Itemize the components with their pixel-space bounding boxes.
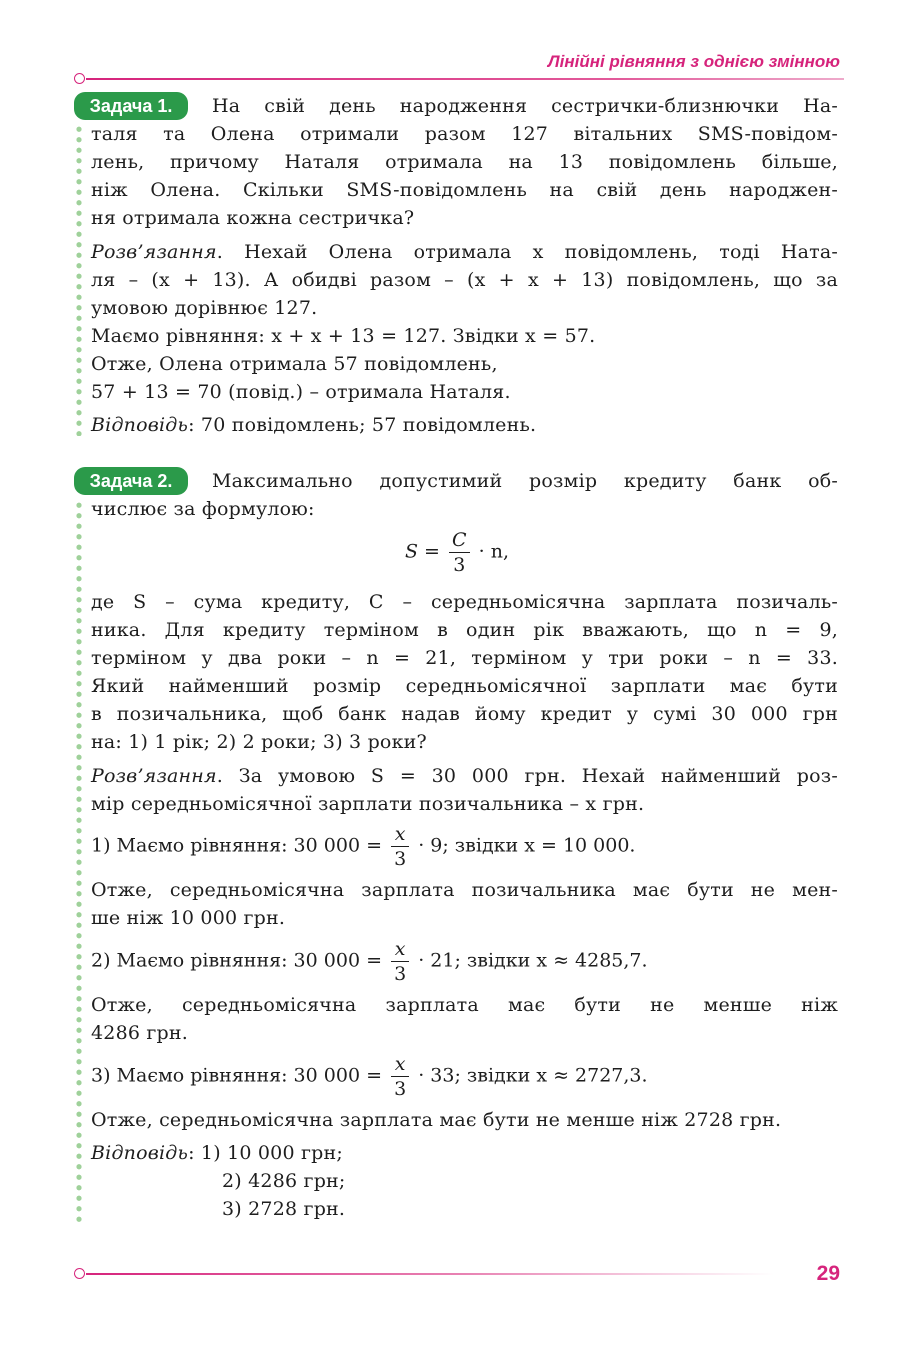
answer-label: Відповідь bbox=[91, 414, 189, 436]
problem-2-answer-line: 3) 2728 грн. bbox=[222, 1198, 346, 1220]
problem-1-solution-line: 57 + 13 = 70 (повід.) – отримала Наталя. bbox=[91, 381, 511, 403]
step-3-conclusion: Отже, середньомісячна зарплата має бути не менше ніж 2728 грн. bbox=[91, 1109, 782, 1131]
step-fraction: $\frac{x}{3}$ bbox=[391, 1052, 409, 1101]
formula-fraction: $\frac{C}{3}$ bbox=[449, 528, 470, 577]
step-3-equation: 3) Маємо рівняння: 30 000 = $\frac{x}{3}$ · 33; звідки x ≈ 2727,3. bbox=[91, 1053, 648, 1100]
problem-2-text-line: числює за формулою: bbox=[91, 498, 315, 520]
problem-1-solution-line: умовою дорівнює 127. bbox=[91, 297, 318, 319]
step-fraction: $\frac{x}{3}$ bbox=[391, 937, 409, 986]
problem-1-text-line: лень, причому Наталя отримала на 13 повідомлень більше, bbox=[91, 151, 838, 173]
problem-1-text-line: На свій день народження сестрички-близнючки На- bbox=[212, 95, 838, 117]
problem-2-text-line: на: 1) 1 рік; 2) 2 роки; 3) 3 роки? bbox=[91, 731, 427, 753]
problem-2-solution-line: мір середньомісячної зарплати позичальника – x грн. bbox=[91, 793, 645, 815]
problem-2-answer: Відповідь: 1) 10 000 грн; bbox=[91, 1142, 343, 1164]
problem-1-equation-line: Маємо рівняння: x + x + 13 = 127. Звідки x = 57. bbox=[91, 325, 596, 347]
step-1-conclusion: Отже, середньомісячна зарплата позичальника має бути не мен- bbox=[91, 879, 838, 901]
problem-1-solution-line: Отже, Олена отримала 57 повідомлень, bbox=[91, 353, 498, 375]
problem-2-text-line: де S – сума кредиту, C – середньомісячна зарплата позичаль- bbox=[91, 591, 838, 613]
margin-dots bbox=[76, 124, 82, 436]
problem-2-text-line: ника. Для кредиту терміном в один рік вважають, що n = 9, bbox=[91, 619, 838, 641]
problem-1-text-line: ніж Олена. Скільки SMS-повідомлень на свій день народжен- bbox=[91, 179, 838, 201]
solution-label: Розв’язання bbox=[91, 241, 217, 263]
problem-1-badge: Задача 1. bbox=[74, 92, 188, 120]
problem-2-solution-line: Розв’язання. За умовою S = 30 000 грн. Нехай найменший роз- bbox=[91, 765, 838, 787]
problem-2-text-line: Максимально допустимий розмір кредиту банк об- bbox=[212, 470, 838, 492]
step-1-equation: 1) Маємо рівняння: 30 000 = $\frac{x}{3}$ · 9; звідки x = 10 000. bbox=[91, 823, 636, 870]
problem-1-solution-line: Розв’язання. Нехай Олена отримала x повідомлень, тоді Ната- bbox=[91, 241, 838, 263]
problem-1-text-line: ня отримала кожна сестричка? bbox=[91, 207, 415, 229]
problem-1-answer: Відповідь: 70 повідомлень; 57 повідомлень. bbox=[91, 414, 537, 436]
step-1-conclusion: ше ніж 10 000 грн. bbox=[91, 907, 286, 929]
running-header: Лінійні рівняння з однією змінною bbox=[547, 52, 840, 71]
problem-1-text-line: таля та Олена отримали разом 127 вітальних SMS-повідом- bbox=[91, 123, 838, 145]
problem-1-solution-line: ля – (x + 13). А обидві разом – (x + x + 13) повідомлень, що за bbox=[91, 269, 838, 291]
step-2-equation: 2) Маємо рівняння: 30 000 = $\frac{x}{3}$ · 21; звідки x ≈ 4285,7. bbox=[91, 938, 648, 985]
problem-2-text-line: Який найменший розмір середньомісячної зарплати має бути bbox=[91, 675, 838, 697]
problem-2-badge: Задача 2. bbox=[74, 467, 188, 495]
problem-2-text-line: в позичальника, щоб банк надав йому кредит у сумі 30 000 грн bbox=[91, 703, 838, 725]
step-2-conclusion: 4286 грн. bbox=[91, 1022, 189, 1044]
problem-2-answer-line: 2) 4286 грн; bbox=[222, 1170, 346, 1192]
step-fraction: $\frac{x}{3}$ bbox=[391, 822, 409, 871]
answer-label: Відповідь bbox=[91, 1142, 189, 1164]
credit-formula: S = $\frac{C}{3}$ · n, bbox=[405, 529, 509, 576]
problem-2-text-line: терміном у два роки – n = 21, терміном у три роки – n = 33. bbox=[91, 647, 838, 669]
footer-rule bbox=[74, 1268, 774, 1280]
header-rule bbox=[74, 73, 844, 85]
solution-label: Розв’язання bbox=[91, 765, 217, 787]
page-number: 29 bbox=[816, 1262, 840, 1285]
step-2-conclusion: Отже, середньомісячна зарплата має бути не менше ніж bbox=[91, 994, 838, 1016]
margin-dots bbox=[76, 500, 82, 1224]
